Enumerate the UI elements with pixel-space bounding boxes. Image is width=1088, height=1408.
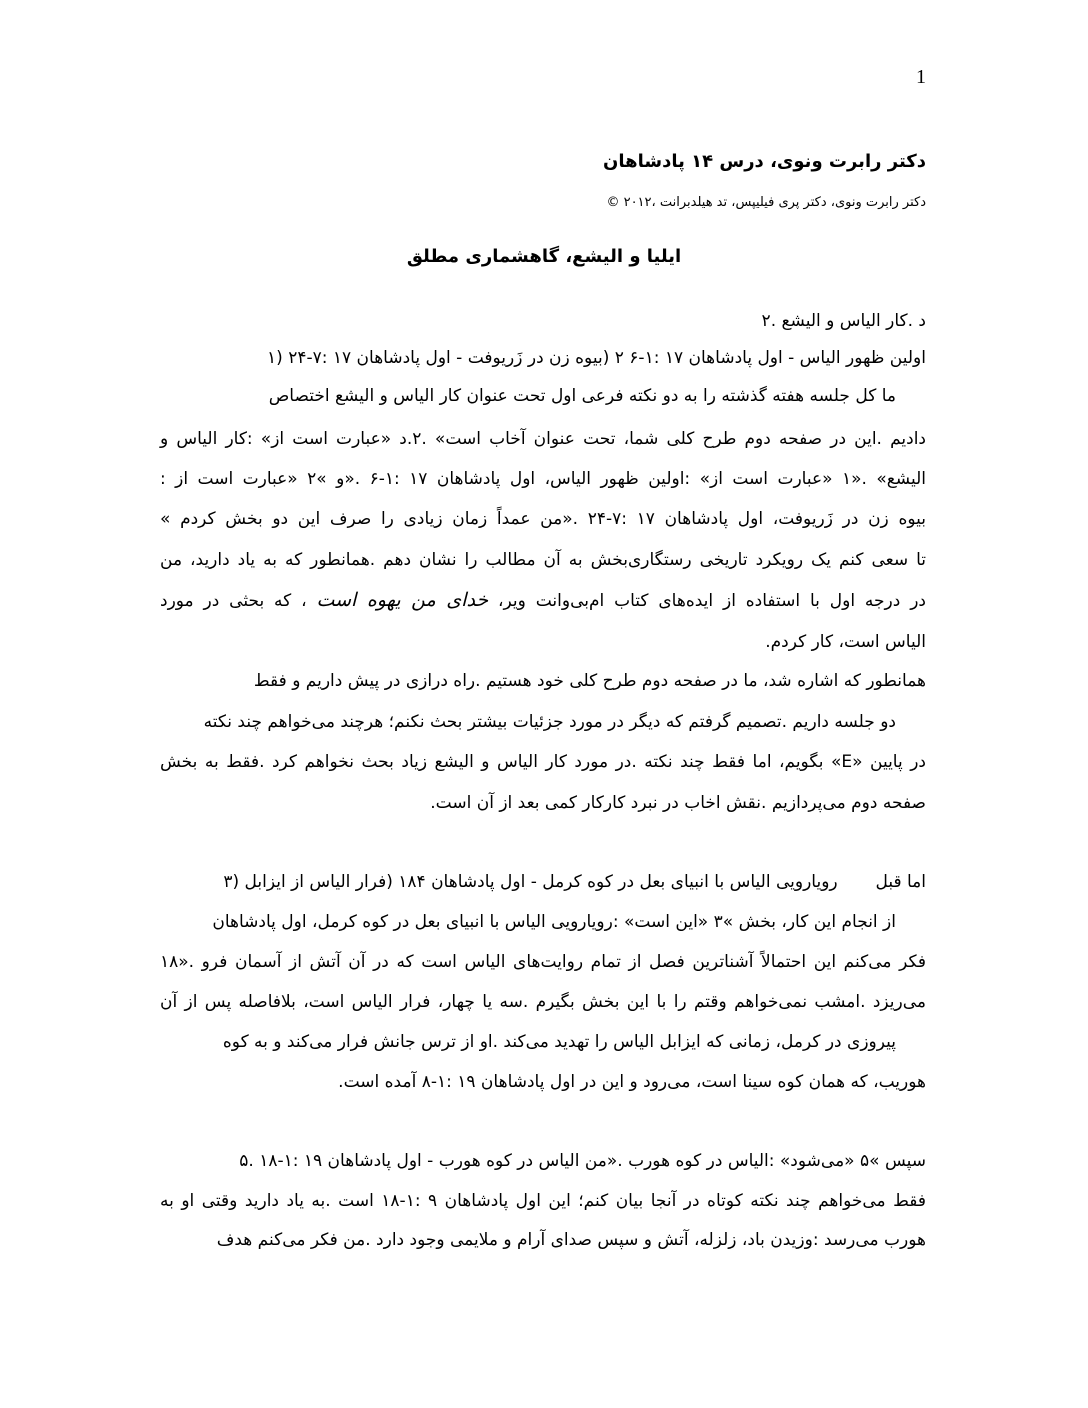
page-number: 1 xyxy=(916,66,926,88)
text-before-title: در درجه اول با استفاده از ایده‌های کتاب ام‌بی‌وانت ویر، xyxy=(488,591,926,611)
paragraph-line: هوریب، که همان کوه سینا است، می‌رود و این در اول پادشاهان ۱۹ :۱-۸ آمده است. xyxy=(338,1072,926,1092)
paragraph-line xyxy=(160,590,926,611)
paragraph-line: دو جلسه داریم .تصمیم گرفتم که دیگر در مورد جزئیات بیشتر بحث نکنم؛ هرچند می‌خواهم چند نکته xyxy=(203,712,896,732)
paragraph-line: دادیم .این در صفحه دوم طرح کلی شما، تحت عنوان آخاب است» .۲.د «عبارت است از» :کار الیاس و xyxy=(160,429,926,449)
copyright-line: دکتر رابرت ونوی، دکتر پری فیلیپس، تد هیلدبرانت ،۲۰۱۲ © xyxy=(606,195,926,210)
paragraph-line: می‌ریزد .امشب نمی‌خواهم وقتم را با این بخش بگیرم .سه یا چهار، فرار الیاس است، بلافاصله پس از آن xyxy=(160,992,926,1012)
paragraph-line: در پایین «E» بگویم، اما فقط چند نکته .در مورد کار الیاس و الیشع زیاد بحث نخواهم کرد .فقط به بخش xyxy=(160,752,926,772)
paragraph-line: صفحه دوم می‌پردازیم .نقش اخاب در نبرد کارکار کمی بعد از آن است. xyxy=(430,793,926,813)
text-after-title: ، که بحثی در مورد xyxy=(160,591,317,611)
paragraph-line: همانطور که اشاره شد، ما در صفحه دوم طرح کلی خود هستیم .راه درازی در پیش داریم و فقط xyxy=(253,671,926,691)
document-title: دکتر رابرت ونوی، درس ۱۴ پادشاهان xyxy=(603,151,926,172)
paragraph-line: ما کل جلسه هفته گذشته را به دو نکته فرعی اول تحت عنوان کار الیاس و الیشع اختصاص xyxy=(268,386,896,406)
paragraph-line: فکر می‌کنم این احتمالاً آشناترین فصل از تمام روایت‌های الیاس است که در آن آتش از آسمان فرو .«۱۸ xyxy=(160,952,926,972)
outline-subpoints: اولین ظهور الیاس - اول پادشاهان ۱۷ :۱-۶ ۲ (بیوه زن در زَریوفت - اول پادشاهان ۱۷ :۷-۲۴ (۱ xyxy=(267,348,926,368)
outline-point-3: اما قبل رویارویی الیاس با انبیای بعل در کوه کرمل - اول پادشاهان ۱۸۴ (فرار الیاس از ایزابل (۳ xyxy=(223,872,926,892)
book-title-italic: خدای من یهوه است xyxy=(316,589,489,611)
outline-point-5: سپس »۵ «می‌شود» :الیاس در کوه هورب .«من الیاس در کوه هورب - اول پادشاهان ۱۹ :۱-۱۸ .۵ xyxy=(239,1151,926,1171)
paragraph-line: تا سعی کنم یک رویکرد تاریخی رستگاری‌بخش به آن مطالب را نشان دهم .همانطور که به یاد دارید، من xyxy=(160,550,926,570)
paragraph-line: پیروزی در کرمل، زمانی که ایزابل الیاس را تهدید می‌کند .او از ترس جانش فرار می‌کند و به کوه xyxy=(222,1032,896,1052)
paragraph-line: الیشع» .«۱ «عبارت است از» :اولین ظهور الیاس، اول پادشاهان ۱۷ :۱-۶ .«و »۲ «عبارت است از : xyxy=(160,469,926,489)
paragraph-line: هورب می‌رسد :وزیدن باد، زلزله، آتش و سپس صدای آرام و ملایمی وجود دارد .من فکر می‌کنم هدف xyxy=(216,1230,926,1250)
paragraph-line: فقط می‌خواهم چند نکته کوتاه در آنجا بیان کنم؛ این اول پادشاهان ۹ :۱-۱۸ است .به یاد دارید وقتی او به xyxy=(160,1191,926,1211)
paragraph-line: الیاس است، کار کردم. xyxy=(765,632,926,652)
outline-heading: د .کار الیاس و الیشع .۲ xyxy=(761,311,926,331)
section-title: ایلیا و الیشع، گاهشماری مطلق xyxy=(406,246,682,267)
paragraph-line: بیوه زن در زَریوفت، اول پادشاهان ۱۷ :۷-۲۴ .«من عمداً زمان زیادی را صرف این دو بخش کردم » xyxy=(160,509,926,529)
paragraph-line: از انجام این کار، بخش »۳ «این است» :رویارویی الیاس با انبیای بعل در کوه کرمل، اول پادشاهان xyxy=(212,912,896,932)
